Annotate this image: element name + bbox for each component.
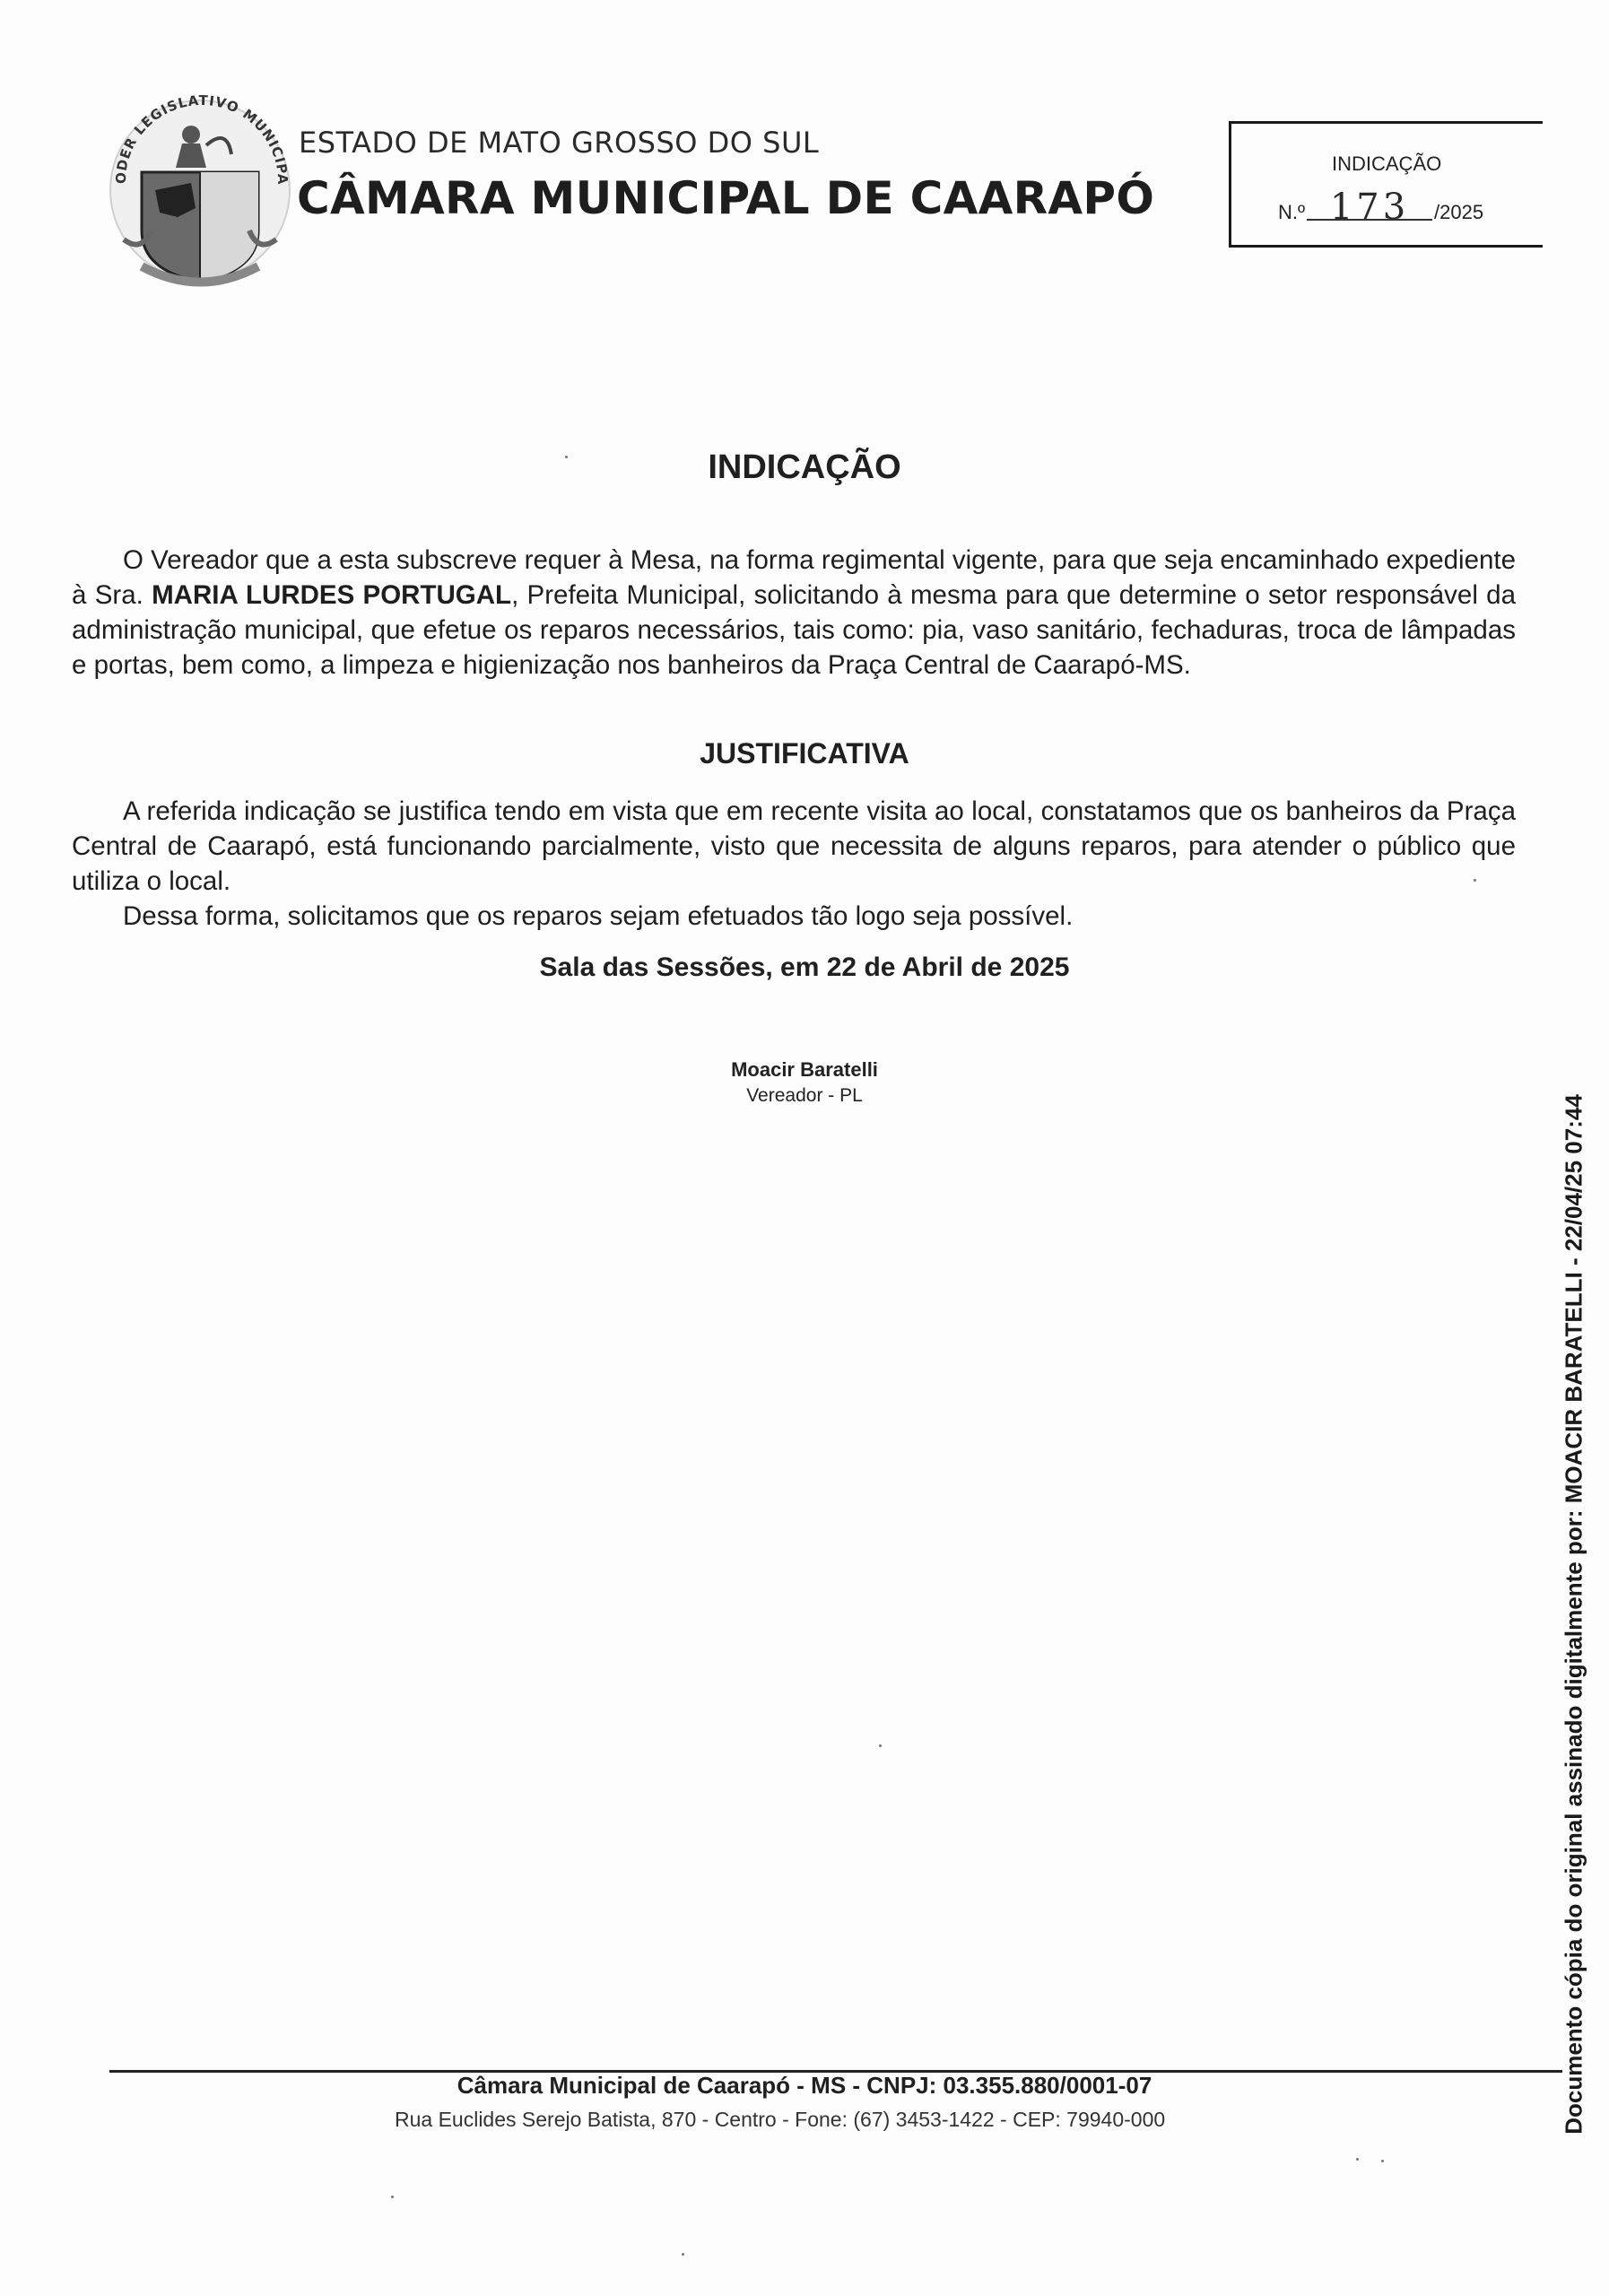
document-title: INDICAÇÃO xyxy=(708,448,901,486)
request-text-part1: O Vereador que a esta subscreve requer à Mesa, na forma regimental vigente, para que seja encaminhado expediente à Sra. xyxy=(72,545,1516,610)
indication-number-row xyxy=(1278,187,1484,228)
justification-heading: JUSTIFICATIVA xyxy=(700,737,909,770)
scan-speck xyxy=(565,456,568,458)
signatory-role: Vereador - PL xyxy=(746,1085,863,1106)
chamber-name: CÂMARA MUNICIPAL DE CAARAPÓ xyxy=(297,172,1155,224)
justification-paragraph-1: A referida indicação se justifica tendo em vista que em recente visita ao local, constatamos que os banheiros da Praça Central de Caarapó, está funcionando parcialmente, visto que necessita de alguns reparos, para atender o público que utiliza o local. xyxy=(72,796,1516,896)
footer-organization: Câmara Municipal de Caarapó - MS - CNPJ: 03.355.880/0001-07 xyxy=(457,2072,1152,2099)
indication-box-label: INDICAÇÃO xyxy=(1332,152,1442,175)
request-paragraph xyxy=(72,543,1516,683)
indication-number-box xyxy=(1229,121,1543,248)
municipal-seal-icon xyxy=(106,83,294,293)
signatory-name: Moacir Baratelli xyxy=(731,1058,878,1081)
scan-speck xyxy=(1474,879,1476,882)
seal-text: ODER LEGISLATIVO MUNICIPA xyxy=(112,91,291,186)
number-prefix: N.º xyxy=(1278,201,1306,223)
state-name: ESTADO DE MATO GROSSO DO SUL xyxy=(299,126,820,160)
request-text-part2: , Prefeita Municipal, solicitando à mesma para que determine o setor responsável da administração municipal, que efetue os reparos necessários, tais como: pia, vaso sanitário, fechaduras, troca de lâmpadas e portas, bem como, a limpeza e higienização nos banheiros da Praça Central de Caarapó-MS. xyxy=(72,580,1516,680)
scan-speck xyxy=(879,1744,882,1747)
scan-speck xyxy=(391,2196,394,2198)
mayor-name: MARIA LURDES PORTUGAL xyxy=(152,580,512,610)
handwritten-number: 173 xyxy=(1307,196,1432,221)
footer-address: Rua Euclides Serejo Batista, 870 - Centro - Fone: (67) 3453-1422 - CEP: 79940-000 xyxy=(395,2108,1166,2131)
scan-speck xyxy=(682,2253,684,2256)
digital-signature-stamp: Documento cópia do original assinado digitalmente por: MOACIR BARATELLI - 22/04/25 07:44 xyxy=(1560,1094,1587,2135)
session-date: Sala das Sessões, em 22 de Abril de 2025 xyxy=(539,952,1070,982)
justification-paragraph-2: Dessa forma, solicitamos que os reparos sejam efetuados tão logo seja possível. xyxy=(123,901,1074,931)
year-suffix: /2025 xyxy=(1434,201,1484,223)
scan-speck xyxy=(1356,2158,1359,2161)
scan-speck xyxy=(1381,2160,1384,2162)
